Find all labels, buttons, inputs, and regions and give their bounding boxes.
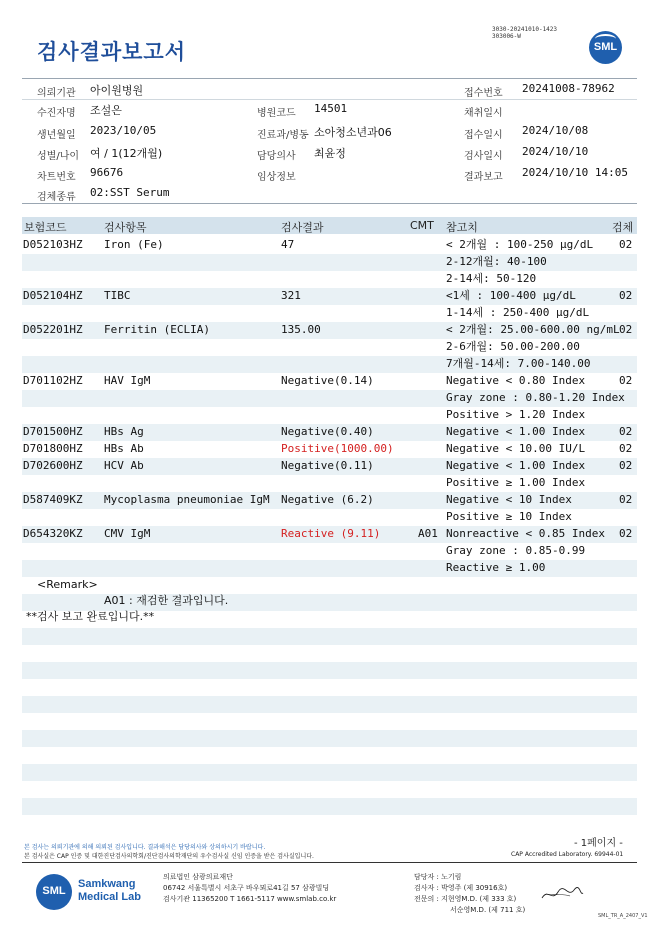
cell-specimen: 02 bbox=[619, 374, 633, 387]
cell-item: HCV Ab bbox=[104, 459, 144, 472]
remark-line: A01 : 재검한 결과입니다. bbox=[104, 594, 229, 607]
report-title: 검사결과보고서 bbox=[37, 40, 187, 64]
staff-2: 검사자 : 박영주 (제 30916호) bbox=[414, 884, 508, 892]
chart-no-label: 차트번호 bbox=[37, 172, 76, 183]
cell-ref: Nonreactive < 0.85 Index bbox=[446, 527, 605, 540]
specimen-value: 02:SST Serum bbox=[90, 186, 170, 199]
row-stripe bbox=[22, 798, 637, 815]
cell-ref: Negative < 10 Index bbox=[446, 493, 572, 506]
col-code: 보험코드 bbox=[24, 221, 67, 234]
institution-value: 아이원병원 bbox=[90, 84, 144, 97]
institution-label: 의뢰기관 bbox=[37, 88, 76, 99]
cell-result: Reactive (9.11) bbox=[281, 527, 381, 540]
report-code-1: 3030-20241010-1423 bbox=[492, 26, 558, 33]
birth-label: 생년월일 bbox=[37, 130, 76, 141]
col-ref: 참고치 bbox=[446, 221, 478, 234]
col-specimen: 검체 bbox=[612, 221, 634, 234]
footer-notice: 본 검사는 의뢰기관에 의해 의뢰된 검사입니다. 결과해석은 담당의사와 상의하시기 바랍니다. bbox=[24, 844, 266, 851]
receipt-no-value: 20241008-78962 bbox=[522, 82, 615, 95]
patient-value: 조설은 bbox=[90, 104, 122, 117]
cap-accreditation: CAP Accredited Laboratory. 69944-01 bbox=[511, 851, 624, 858]
cell-ref: < 2개월 : 100-250 μg/dL bbox=[446, 238, 594, 251]
sml-logo bbox=[589, 31, 622, 64]
cell-specimen: 02 bbox=[619, 527, 633, 540]
sml-footer-logo: SML bbox=[36, 874, 72, 910]
hospital-code-value: 14501 bbox=[314, 102, 348, 115]
cell-code: D701500HZ bbox=[23, 425, 83, 438]
cell-result: Negative(0.40) bbox=[281, 425, 374, 438]
receipt-date-label: 접수일시 bbox=[464, 130, 503, 141]
cell-ref: Positive ≥ 10 Index bbox=[446, 510, 572, 523]
row-stripe bbox=[22, 662, 637, 679]
clinical-label: 임상정보 bbox=[257, 172, 296, 183]
cell-specimen: 02 bbox=[619, 459, 633, 472]
staff-4: 서순영M.D. (제 711 호) bbox=[450, 906, 526, 914]
cell-item: CMV IgM bbox=[104, 527, 151, 540]
footer-accreditation: 본 검사실은 CAP 인증 및 대한진단검사의학회/진단검사의학재단의 우수검사실 신임 인증을 받은 검사실입니다. bbox=[24, 853, 314, 860]
cell-result: Negative (6.2) bbox=[281, 493, 374, 506]
specimen-label: 검체종류 bbox=[37, 192, 76, 203]
signature-stamp bbox=[540, 884, 584, 904]
cell-result: 47 bbox=[281, 238, 295, 251]
cell-item: Ferritin (ECLIA) bbox=[104, 323, 210, 336]
cell-code: D052104HZ bbox=[23, 289, 83, 302]
test-date-label: 검사일시 bbox=[464, 151, 503, 162]
divider-top bbox=[22, 78, 637, 79]
cell-code: D701800HZ bbox=[23, 442, 83, 455]
cell-code: D052103HZ bbox=[23, 238, 83, 251]
cell-ref: Negative < 1.00 Index bbox=[446, 425, 586, 438]
cell-result: Positive(1000.00) bbox=[281, 442, 394, 455]
cell-code: D654320KZ bbox=[23, 527, 83, 540]
cell-code: D702600HZ bbox=[23, 459, 83, 472]
cell-ref: 2-12개월: 40-100 bbox=[446, 255, 547, 268]
cell-item: HBs Ag bbox=[104, 425, 144, 438]
cell-ref: 7개월-14세: 7.00-140.00 bbox=[446, 357, 591, 370]
cell-code: D052201HZ bbox=[23, 323, 83, 336]
cell-specimen: 02 bbox=[619, 442, 633, 455]
lab-name bbox=[78, 878, 141, 904]
row-stripe bbox=[22, 628, 637, 645]
staff-list bbox=[414, 872, 525, 916]
chart-no-value: 96676 bbox=[90, 166, 124, 179]
report-code-2: 303006-W bbox=[492, 33, 521, 40]
cell-ref: Reactive ≥ 1.00 bbox=[446, 561, 546, 574]
sex-age-value: 여 / 1(12개월) bbox=[90, 147, 163, 160]
divider-row1 bbox=[22, 99, 637, 100]
receipt-no-label: 접수번호 bbox=[464, 88, 503, 99]
col-cmt: CMT bbox=[410, 219, 434, 232]
lab-address-1: 의료법인 삼광의료재단 bbox=[163, 873, 233, 881]
cell-ref: Gray zone : 0.80-1.20 Index bbox=[446, 391, 625, 404]
row-stripe bbox=[22, 696, 637, 713]
cell-code: D587409KZ bbox=[23, 493, 83, 506]
department-value: 소아청소년과06 bbox=[314, 126, 392, 139]
test-date-value: 2024/10/10 bbox=[522, 145, 589, 158]
patient-label: 수진자명 bbox=[37, 108, 76, 119]
cell-ref: 2-6개월: 50.00-200.00 bbox=[446, 340, 580, 353]
cell-item: TIBC bbox=[104, 289, 131, 302]
cell-ref: Positive ≥ 1.00 Index bbox=[446, 476, 586, 489]
department-label: 진료과/병동 bbox=[257, 130, 309, 141]
row-stripe bbox=[22, 764, 637, 781]
staff-3: 전문의 : 지현영M.D. (제 333 호) bbox=[414, 895, 517, 903]
row-stripe bbox=[22, 730, 637, 747]
cell-ref: 2-14세: 50-120 bbox=[446, 272, 537, 285]
cell-ref: Gray zone : 0.85-0.99 bbox=[446, 544, 586, 557]
cell-ref: 1-14세 : 250-400 μg/dL bbox=[446, 306, 590, 319]
doctor-value: 최윤정 bbox=[314, 147, 346, 160]
cell-ref: Positive > 1.20 Index bbox=[446, 408, 586, 421]
cell-result: 321 bbox=[281, 289, 301, 302]
remark-title: <Remark> bbox=[37, 578, 98, 591]
cell-item: HAV IgM bbox=[104, 374, 151, 387]
cell-ref: < 2개월: 25.00-600.00 ng/mL bbox=[446, 323, 620, 336]
cell-item: HBs Ab bbox=[104, 442, 144, 455]
cell-code: D701102HZ bbox=[23, 374, 83, 387]
sex-age-label: 성별/나이 bbox=[37, 151, 80, 162]
lab-name-line2: Medical Lab bbox=[78, 891, 141, 903]
cell-specimen: 02 bbox=[619, 425, 633, 438]
cell-item: Iron (Fe) bbox=[104, 238, 164, 251]
staff-1: 담당자 : 노기림 bbox=[414, 873, 462, 881]
sml-logo-text: SML bbox=[593, 41, 618, 53]
form-code: SML_TR_A_2407_V1 bbox=[598, 913, 648, 919]
cell-result: 135.00 bbox=[281, 323, 321, 336]
report-date-label: 결과보고 bbox=[464, 172, 503, 183]
cell-result: Negative(0.11) bbox=[281, 459, 374, 472]
cell-result: Negative(0.14) bbox=[281, 374, 374, 387]
col-result: 검사결과 bbox=[281, 221, 324, 234]
page-number: - 1페이지 - bbox=[574, 838, 623, 849]
report-complete: **검사 보고 완료입니다.** bbox=[26, 610, 155, 623]
cell-item: Mycoplasma pneumoniae IgM bbox=[104, 493, 270, 506]
report-codes bbox=[492, 26, 557, 40]
lab-address bbox=[163, 872, 336, 905]
divider-info-bottom bbox=[22, 203, 637, 204]
birth-value: 2023/10/05 bbox=[90, 124, 157, 137]
cell-ref: Negative < 0.80 Index bbox=[446, 374, 586, 387]
lab-address-3: 검사기관 11365200 T 1661-5117 www.smlab.co.kr bbox=[163, 895, 337, 903]
cell-cmt: A01 bbox=[418, 527, 438, 540]
collection-date-label: 채취일시 bbox=[464, 108, 503, 119]
lab-name-line1: Samkwang bbox=[78, 878, 136, 890]
divider-footer bbox=[22, 862, 637, 863]
report-date-value: 2024/10/10 14:05 bbox=[522, 166, 628, 179]
cell-specimen: 02 bbox=[619, 289, 633, 302]
receipt-date-value: 2024/10/08 bbox=[522, 124, 589, 137]
cell-specimen: 02 bbox=[619, 493, 633, 506]
col-item: 검사항목 bbox=[104, 221, 147, 234]
cell-ref: <1세 : 100-400 μg/dL bbox=[446, 289, 576, 302]
doctor-label: 담당의사 bbox=[257, 151, 296, 162]
cell-specimen: 02 bbox=[619, 238, 633, 251]
cell-specimen: 02 bbox=[619, 323, 633, 336]
lab-address-2: 06742 서울특별시 서초구 바우뫼로41길 57 삼광빌딩 bbox=[163, 884, 330, 892]
hospital-code-label: 병원코드 bbox=[257, 108, 296, 119]
cell-ref: Negative < 1.00 Index bbox=[446, 459, 586, 472]
cell-ref: Negative < 10.00 IU/L bbox=[446, 442, 586, 455]
